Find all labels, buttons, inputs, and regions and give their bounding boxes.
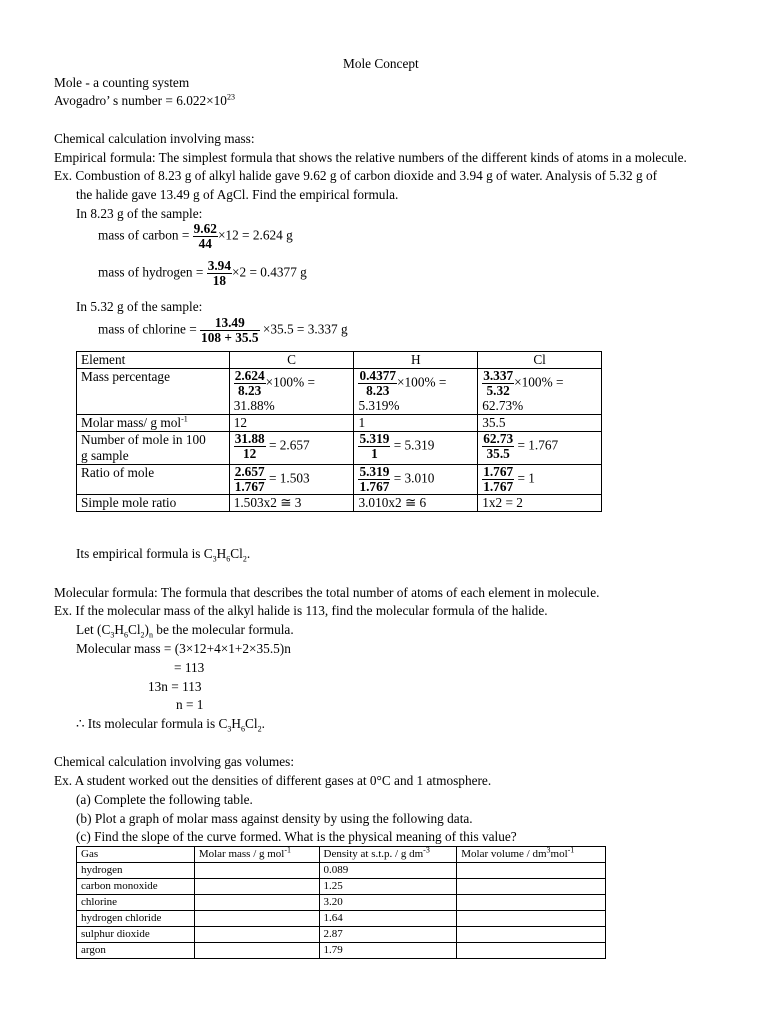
question-b: (b) Plot a graph of molar mass against density by using the following data.: [76, 811, 473, 826]
table-row: [77, 863, 606, 879]
gas-table: [76, 846, 606, 959]
molar-mass-h: 1: [354, 415, 478, 432]
empirical-result: Its empirical formula is $C_3H_6Cl_2$.: [76, 546, 251, 564]
gas-density: 1.79: [319, 943, 457, 959]
gas-heading: Chemical calculation involving gas volumes:: [54, 754, 295, 769]
table-row: [77, 927, 606, 943]
molar-volume-blank: [457, 863, 606, 879]
moles-label: Number of mole in 100 g sample: [77, 432, 230, 465]
molecular-example: Ex. If the molecular mass of the alkyl halide is 113, find the molecular formula of the halide.: [54, 603, 548, 618]
empirical-table: [76, 351, 602, 512]
molar-mass-blank: [194, 943, 319, 959]
molar-mass-label: Molar mass/ g mol$^{-1}$: [77, 415, 230, 432]
simple-ratio-label: Simple mole ratio: [77, 495, 230, 512]
sample-1-label: In 8.23 g of the sample:: [76, 206, 203, 221]
ratio-cl: $\frac{1.767}{1.767}$ = 1: [478, 465, 602, 495]
molar-mass-blank: [194, 911, 319, 927]
mass-heading: Chemical calculation involving mass:: [54, 131, 255, 146]
gas-density: 1.25: [319, 879, 457, 895]
gas-name: sulphur dioxide: [77, 927, 195, 943]
gas-name: carbon monoxide: [77, 879, 195, 895]
simple-h: 3.010x2 ≅ 6: [354, 495, 478, 512]
example-line-1: Ex. Combustion of 8.23 g of alkyl halide gave 9.62 g of carbon dioxide and 3.94 g of water. Analysis of 5.32 g of: [54, 168, 658, 183]
header-gas: Gas: [77, 847, 195, 863]
molecular-result: ∴ Its molecular formula is $C_3H_6Cl_2$.: [76, 716, 265, 734]
header-element: Element: [77, 352, 230, 369]
table-header-row: [77, 352, 602, 369]
moles-cl: $\frac{62.73}{35.5}$ = 1.767: [478, 432, 602, 465]
table-row: [77, 369, 602, 415]
gas-density: 3.20: [319, 895, 457, 911]
molecular-mass-line: Molecular mass = (3×12+4×1+2×35.5)n: [76, 641, 291, 656]
chlorine-calculation: mass of chlorine = $\frac{13.49}{108 + 35.5}$ ×35.5 = 3.337 g: [98, 315, 348, 345]
avogadro-number: Avogadro’ s number = $6.022\times 10^{23}$: [54, 92, 235, 108]
header-molar-volume: Molar volume / $dm^3mol^{-1}$: [457, 847, 606, 863]
moles-c: $\frac{31.88}{12}$ = 2.657: [229, 432, 354, 465]
gas-name: hydrogen chloride: [77, 911, 195, 927]
table-row: [77, 495, 602, 512]
molecular-definition: Molecular formula: The formula that describes the total number of atoms of each element in molecule.: [54, 585, 600, 600]
equation-2: 13n = 113: [148, 679, 202, 694]
gas-density: 0.089: [319, 863, 457, 879]
header-density: Density at s.t.p. / g $dm^{-3}$: [319, 847, 457, 863]
molar-volume-blank: [457, 943, 606, 959]
moles-h: $\frac{5.319}{1}$ = 5.319: [354, 432, 478, 465]
question-a: (a) Complete the following table.: [76, 792, 253, 807]
gas-table-header: [77, 847, 606, 863]
mole-definition: Mole - a counting system: [54, 75, 190, 90]
molar-mass-cl: 35.5: [478, 415, 602, 432]
molar-mass-blank: [194, 879, 319, 895]
table-row: [77, 943, 606, 959]
table-row: [77, 415, 602, 432]
carbon-calculation: mass of carbon = $\frac{9.62}{44}$ ×12 = 2.624 g: [98, 221, 293, 251]
equation-1: = 113: [174, 660, 205, 675]
example-line-2: the halide gave 13.49 g of AgCl. Find the empirical formula.: [76, 187, 399, 202]
gas-density: 1.64: [319, 911, 457, 927]
mass-pct-h: $\frac{0.4377}{8.23}$ ×100% = 5.319%: [354, 369, 478, 415]
table-row: [77, 465, 602, 495]
equation-3: n = 1: [176, 697, 204, 712]
table-row: [77, 432, 602, 465]
molar-mass-blank: [194, 927, 319, 943]
page-title: Mole Concept: [343, 56, 419, 71]
ratio-c: $\frac{2.657}{1.767}$ = 1.503: [229, 465, 354, 495]
mass-pct-c: $\frac{2.624}{8.23}$ ×100% = 31.88%: [229, 369, 354, 415]
simple-cl: 1x2 = 2: [478, 495, 602, 512]
molar-volume-blank: [457, 911, 606, 927]
molar-mass-blank: [194, 895, 319, 911]
table-row: [77, 895, 606, 911]
gas-example: Ex. A student worked out the densities of different gases at 0°C and 1 atmosphere.: [54, 773, 492, 788]
header-h: H: [354, 352, 478, 369]
simple-c: 1.503x2 ≅ 3: [229, 495, 354, 512]
molar-mass-blank: [194, 863, 319, 879]
molar-volume-blank: [457, 927, 606, 943]
gas-name: hydrogen: [77, 863, 195, 879]
ratio-h: $\frac{5.319}{1.767}$ = 3.010: [354, 465, 478, 495]
header-cl: Cl: [478, 352, 602, 369]
mass-pct-cl: $\frac{3.337}{5.32}$ ×100% = 62.73%: [478, 369, 602, 415]
sample-2-label: In 5.32 g of the sample:: [76, 299, 203, 314]
molar-mass-c: 12: [229, 415, 354, 432]
gas-name: chlorine: [77, 895, 195, 911]
molecular-let: Let $(C_3H_6Cl_2)_n$ be the molecular formula.: [76, 622, 294, 640]
molar-volume-blank: [457, 895, 606, 911]
mass-percentage-label: Mass percentage: [77, 369, 230, 415]
table-row: [77, 911, 606, 927]
header-c: C: [229, 352, 354, 369]
gas-name: argon: [77, 943, 195, 959]
hydrogen-calculation: mass of hydrogen = $\frac{3.94}{18}$ ×2 = 0.4377 g: [98, 258, 307, 288]
ratio-label: Ratio of mole: [77, 465, 230, 495]
header-molar-mass: Molar mass / g mol$^{-1}$: [194, 847, 319, 863]
empirical-definition: Empirical formula: The simplest formula that shows the relative numbers of the different kinds of atoms in a molecule.: [54, 150, 687, 165]
question-c: (c) Find the slope of the curve formed. What is the physical meaning of this value?: [76, 829, 517, 844]
gas-density: 2.87: [319, 927, 457, 943]
molar-volume-blank: [457, 879, 606, 895]
table-row: [77, 879, 606, 895]
